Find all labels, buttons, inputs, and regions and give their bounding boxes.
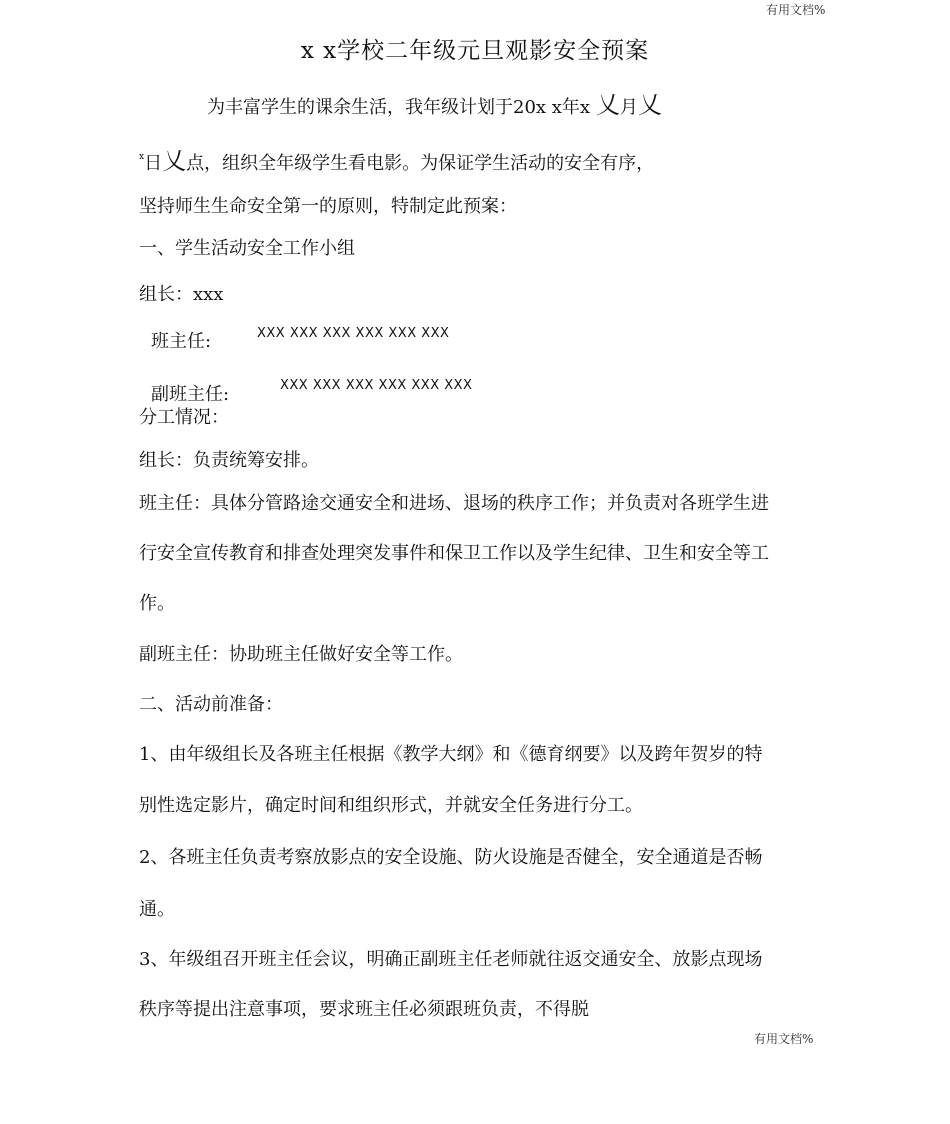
item-3-line-2: 秩序等提出注意事项，要求班主任必须跟班负责，不得脱: [139, 999, 589, 1020]
intro-line-1-glyph-a: 乂: [595, 91, 620, 119]
intro-line-1: [207, 91, 662, 119]
footer-note: 有用文档%: [754, 1032, 814, 1046]
intro-line-2-sup: x: [139, 152, 145, 162]
intro-line-2: [139, 146, 654, 175]
intro-line-2-text: 点，组织全年级学生看电影。为保证学生活动的安全有序，: [186, 153, 655, 174]
head-teacher-names: XXX XXX XXX XXX XXX XXX: [257, 326, 450, 341]
intro-line-2-glyph: 乂: [162, 147, 187, 175]
head-teacher-duty-line-3: 作。: [139, 593, 175, 614]
head-teacher-duty-line-2: 行安全宣传教育和排查处理突发事件和保卫工作以及学生纪律、卫生和安全等工: [139, 543, 769, 564]
section-2-heading: 二、活动前准备：: [139, 694, 283, 715]
deputy-names: XXX XXX XXX XXX XXX XXX: [280, 378, 473, 393]
intro-line-1-text: 为丰富学生的课余生活，我年级计划于20x x年x: [207, 97, 596, 118]
item-1-line-1: 1、由年级组长及各班主任根据《教学大纲》和《德育纲要》以及跨年贺岁的特: [139, 744, 763, 765]
item-2-line-2: 通。: [139, 899, 175, 920]
intro-line-3: 坚持师生生命安全第一的原则，特制定此预案：: [139, 196, 517, 217]
section-1-heading: 一、学生活动安全工作小组: [139, 238, 355, 259]
item-3-line-1: 3、年级组召开班主任会议，明确正副班主任老师就往返交通安全、放影点现场: [139, 949, 763, 970]
intro-line-1-month: 月: [619, 97, 638, 118]
deputy-label: 副班主任:: [151, 384, 230, 405]
deputy-duty: 副班主任：协助班主任做好安全等工作。: [139, 644, 463, 665]
header-note: 有用文档%: [766, 3, 826, 17]
division-heading: 分工情况：: [139, 407, 229, 428]
head-teacher-duty-line-1: 班主任：具体分管路途交通安全和进场、退场的秩序工作；并负责对各班学生进: [139, 493, 769, 514]
item-2-line-1: 2、各班主任负责考察放影点的安全设施、防火设施是否健全，安全通道是否畅: [139, 847, 763, 868]
intro-line-2-day: 日: [144, 153, 163, 174]
page-title: x x学校二年级元旦观影安全预案: [300, 38, 650, 64]
group-leader-line: 组长：xxx: [139, 284, 224, 305]
head-teacher-label: 班主任:: [151, 331, 212, 352]
leader-duty: 组长：负责统筹安排。: [139, 450, 319, 471]
intro-line-1-glyph-b: 乂: [637, 91, 662, 119]
item-1-line-2: 别性选定影片，确定时间和组织形式，并就安全任务进行分工。: [139, 795, 643, 816]
